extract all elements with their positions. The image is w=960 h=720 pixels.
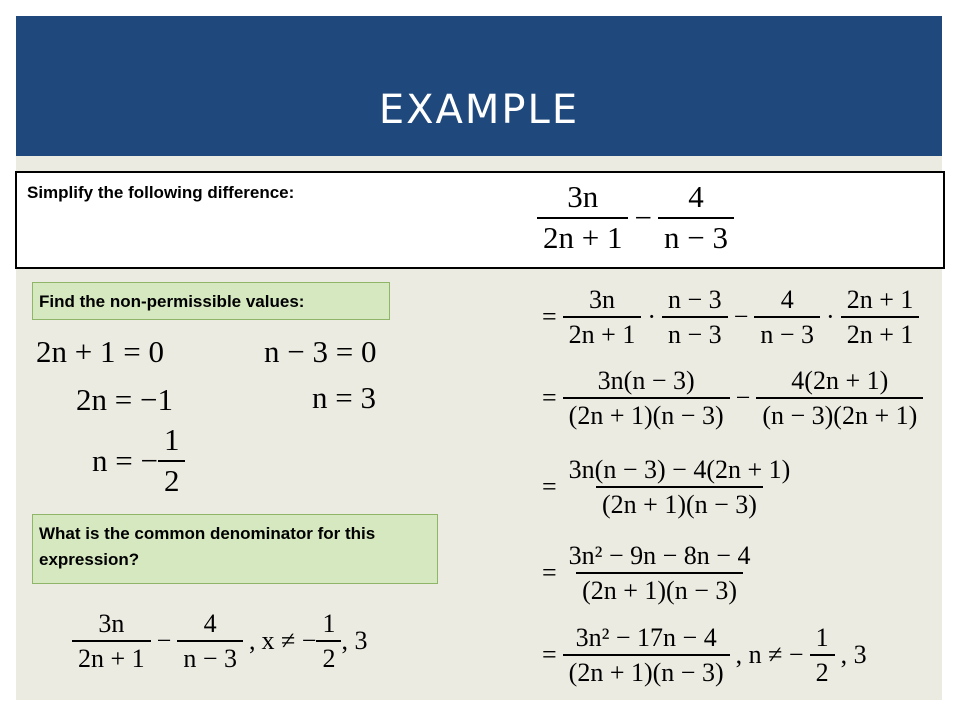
step-numerator: 4(2n + 1) — [791, 366, 889, 395]
step-operator: · — [826, 302, 835, 332]
step-numerator: 3n(n − 3) — [597, 366, 695, 395]
rewritten-fraction-1 — [72, 610, 151, 673]
rewritten-restriction: x ≠ − — [261, 626, 317, 656]
step-numerator: 3n² − 17n − 4 — [575, 623, 717, 652]
step-fraction — [754, 286, 820, 349]
step-numerator: 2n + 1 — [846, 285, 914, 314]
rewritten-expression — [72, 610, 367, 673]
title-bar — [16, 16, 942, 156]
solution-step — [536, 456, 796, 519]
step-numerator: 4 — [780, 285, 794, 314]
solution-step — [536, 542, 756, 605]
step-numerator: 3n² − 9n − 8n − 4 — [568, 541, 751, 570]
rewritten-fraction-2 — [177, 610, 243, 673]
solution-step — [536, 286, 919, 349]
step-operator: , n ≠ − — [735, 640, 804, 670]
np-left-eq1: 2n + 1 = 0 — [36, 334, 164, 369]
step-denominator: (2n + 1)(n − 3) — [596, 486, 763, 518]
problem-frac2-denominator: n − 3 — [658, 217, 734, 255]
problem-fraction-2 — [658, 181, 734, 254]
rewritten-frac2-numerator: 4 — [203, 609, 217, 638]
nonpermissible-prompt-box — [32, 282, 390, 320]
step-denominator: (n − 3)(2n + 1) — [756, 397, 923, 429]
np-left-eq3-fraction — [158, 424, 186, 497]
step-denominator: 2 — [810, 654, 835, 686]
step-denominator: n − 3 — [754, 316, 820, 348]
rewritten-restriction-fraction — [316, 610, 341, 673]
problem-frac1-numerator: 3n — [567, 179, 599, 214]
step-denominator: (2n + 1)(n − 3) — [563, 397, 730, 429]
step-numerator: 1 — [815, 623, 829, 652]
np-right-eq2: n = 3 — [312, 380, 376, 415]
step-operator: , 3 — [840, 640, 867, 670]
step-numerator: n − 3 — [668, 285, 722, 314]
step-numerator: 3n — [589, 285, 615, 314]
step-equals: = — [542, 558, 557, 588]
solution-step — [536, 367, 923, 430]
np-left-eq3-denominator: 2 — [158, 460, 186, 498]
common-denominator-prompt-box — [32, 514, 438, 584]
step-denominator: 2n + 1 — [841, 316, 920, 348]
rewritten-restriction-numerator: 1 — [322, 609, 336, 638]
step-fraction — [756, 367, 923, 430]
step-equals: = — [542, 472, 557, 502]
nonpermissible-prompt: Find the non-permissible values: — [39, 292, 305, 311]
step-denominator: (2n + 1)(n − 3) — [576, 572, 743, 604]
step-fraction — [810, 624, 835, 687]
np-left-eq2: 2n = −1 — [76, 382, 173, 417]
np-left-eq3-lhs: n = − — [92, 442, 158, 478]
problem-frac2-numerator: 4 — [688, 179, 704, 214]
step-fraction — [662, 286, 728, 349]
step-denominator: n − 3 — [662, 316, 728, 348]
np-left-eq3 — [92, 424, 185, 497]
rewritten-restriction-tail: , 3 — [341, 626, 368, 656]
step-equals: = — [542, 302, 557, 332]
np-right-eq1: n − 3 = 0 — [264, 334, 377, 369]
step-fraction — [563, 624, 730, 687]
problem-expression — [537, 181, 734, 254]
rewritten-comma: , — [249, 626, 256, 656]
step-denominator: (2n + 1)(n − 3) — [563, 654, 730, 686]
step-denominator: 2n + 1 — [563, 316, 642, 348]
rewritten-frac1-numerator: 3n — [98, 609, 125, 638]
common-denominator-prompt: What is the common denominator for this expression? — [39, 524, 376, 569]
problem-prompt: Simplify the following difference: — [27, 183, 295, 202]
slide-title: EXAMPLE — [378, 87, 580, 133]
solution-step — [536, 624, 873, 687]
step-fraction — [563, 456, 797, 519]
step-fraction — [841, 286, 920, 349]
step-operator: − — [733, 302, 749, 332]
problem-operator: − — [634, 199, 652, 235]
problem-box — [15, 171, 945, 269]
problem-fraction-1 — [537, 181, 628, 254]
rewritten-frac1-denominator: 2n + 1 — [72, 640, 151, 672]
step-equals: = — [542, 383, 557, 413]
step-fraction — [563, 367, 730, 430]
step-numerator: 3n(n − 3) − 4(2n + 1) — [568, 455, 791, 484]
rewritten-frac2-denominator: n − 3 — [177, 640, 243, 672]
rewritten-restriction-denominator: 2 — [316, 640, 341, 672]
step-operator: · — [647, 302, 657, 332]
problem-frac1-denominator: 2n + 1 — [537, 217, 628, 255]
np-left-eq3-numerator: 1 — [163, 422, 180, 457]
rewritten-operator: − — [156, 626, 172, 656]
step-fraction — [563, 286, 642, 349]
step-fraction — [563, 542, 757, 605]
step-operator: − — [735, 383, 751, 413]
step-equals: = — [542, 640, 557, 670]
